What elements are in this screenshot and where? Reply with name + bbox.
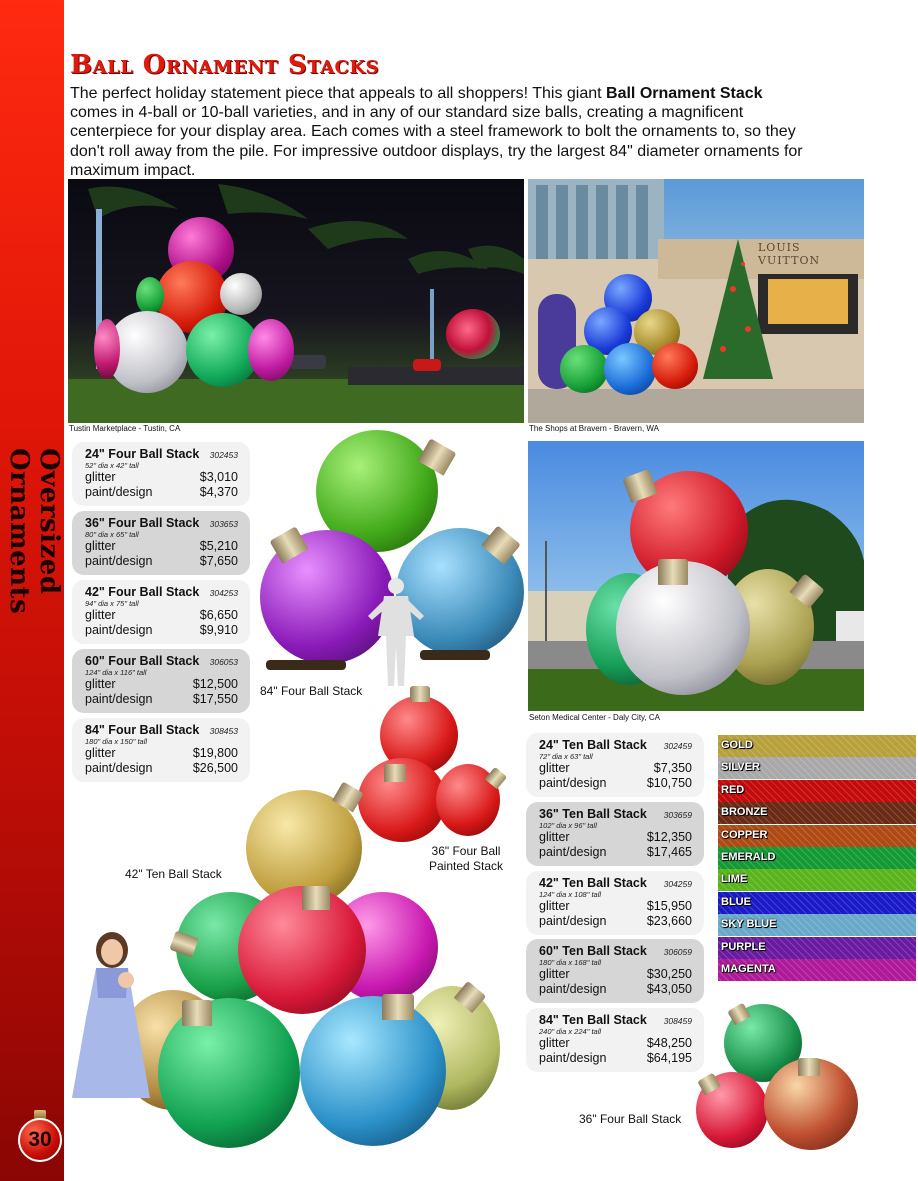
ornament-blue-front <box>604 343 656 395</box>
price-row-paint: paint/design $9,910 <box>85 623 238 637</box>
card-dims: 102" dia x 96" tall <box>539 821 597 830</box>
ornament-cap <box>382 994 414 1020</box>
card-sku: 306053 <box>209 657 238 667</box>
color-swatch-magenta: MAGENTA <box>718 959 916 981</box>
card-dims: 240" dia x 224" tall <box>539 1027 602 1036</box>
four-ball-36-card <box>72 511 250 575</box>
price-row-glitter: glitter $48,250 <box>539 1036 692 1050</box>
color-swatch-red: RED <box>718 780 916 802</box>
ornament-red <box>652 343 698 389</box>
color-swatch-emerald: EMERALD <box>718 847 916 869</box>
intro-bold: Ball Ornament Stack <box>606 85 763 102</box>
card-sku: 303653 <box>209 519 238 529</box>
card-title: 60" Ten Ball Stack <box>539 944 647 958</box>
ornament-cap <box>658 559 688 585</box>
person-silhouette-icon <box>366 576 426 688</box>
ten-ball-24-card <box>526 733 704 797</box>
ornament-cap <box>798 1058 820 1076</box>
card-dims: 180" dia x 168" tall <box>539 958 602 967</box>
color-swatch-bronze: BRONZE <box>718 802 916 824</box>
bravern-store-sign: LOUIS VUITTON <box>758 241 821 267</box>
ornament-magenta-right <box>248 319 294 381</box>
girl-model-figure-icon <box>66 928 156 1103</box>
color-swatch-sky-blue: SKY BLUE <box>718 914 916 936</box>
card-title: 84" Ten Ball Stack <box>539 1013 647 1027</box>
ornament-sky-blue-bottom <box>300 996 446 1146</box>
intro-paragraph: The perfect holiday statement piece that appeals to all shoppers! This giant Ball Ornament Stack comes in 4-ball or 10-ball varieties, and in any of our standard size balls, creating a magnificent centerpiece for your display area. Each comes with a steel framework to bolt the ornaments to, so they don't roll away from the pile. For impressive outdoor displays, try the largest 84" diameter ornaments for maximum impact. <box>70 85 803 179</box>
card-title: 24" Ten Ball Stack <box>539 738 647 752</box>
ten-ball-42-card <box>526 871 704 935</box>
price-row-paint: paint/design $10,750 <box>539 776 692 790</box>
card-sku: 308459 <box>663 1016 692 1026</box>
base-left <box>266 660 346 670</box>
card-sku: 306059 <box>663 947 692 957</box>
price-row-paint: paint/design $17,550 <box>85 692 238 706</box>
four-ball-84-label: 84" Four Ball Stack <box>260 684 363 698</box>
four-ball-24-card <box>72 442 250 506</box>
ornament-cap <box>302 886 330 910</box>
price-row-glitter: glitter $5,210 <box>85 539 238 553</box>
card-sku: 302459 <box>663 741 692 751</box>
card-title: 84" Four Ball Stack <box>85 723 200 737</box>
base-right <box>420 650 490 660</box>
color-swatch-purple: PURPLE <box>718 937 916 959</box>
price-row-glitter: glitter $7,350 <box>539 761 692 775</box>
price-row-glitter: glitter $30,250 <box>539 967 692 981</box>
ornament-pink-left <box>94 319 120 379</box>
price-row-glitter: glitter $12,500 <box>85 677 238 691</box>
price-row-paint: paint/design $23,660 <box>539 914 692 928</box>
price-row-glitter: glitter $12,350 <box>539 830 692 844</box>
price-row-paint: paint/design $17,465 <box>539 845 692 859</box>
ornament-cap <box>410 686 430 702</box>
four-ball-84-image <box>256 428 528 678</box>
ornament-green-small <box>136 277 164 315</box>
color-swatch-blue: BLUE <box>718 892 916 914</box>
color-swatch-copper: COPPER <box>718 825 916 847</box>
price-row-glitter: glitter $15,950 <box>539 899 692 913</box>
four-ball-84-card <box>72 718 250 782</box>
page-title: Ball Ornament Stacks <box>70 50 379 80</box>
color-swatch-silver: SILVER <box>718 757 916 779</box>
card-title: 60" Four Ball Stack <box>85 654 200 668</box>
ornament-silver <box>220 273 262 315</box>
ornament-emerald-bottom <box>158 998 300 1148</box>
page-number-badge: 30 <box>18 1118 62 1162</box>
price-row-paint: paint/design $43,050 <box>539 982 692 996</box>
card-title: 36" Ten Ball Stack <box>539 807 647 821</box>
ten-ball-60-card <box>526 939 704 1003</box>
four-ball-42-card <box>72 580 250 644</box>
card-sku: 302453 <box>209 450 238 460</box>
card-dims: 124" dia x 108" tall <box>539 890 602 899</box>
tustin-caption: Tustin Marketplace - Tustin, CA <box>69 424 181 433</box>
card-dims: 80" dia x 65" tall <box>85 530 139 539</box>
price-row-paint: paint/design $4,370 <box>85 485 238 499</box>
seton-caption: Seton Medical Center - Daly City, CA <box>529 713 661 722</box>
seton-photo <box>528 441 864 711</box>
card-dims: 94" dia x 75" tall <box>85 599 139 608</box>
ten-ball-42-image <box>66 780 506 1150</box>
color-swatch-lime: LIME <box>718 869 916 891</box>
card-sku: 308453 <box>209 726 238 736</box>
card-sku: 303659 <box>663 810 692 820</box>
card-sku: 304253 <box>209 588 238 598</box>
card-dims: 52" dia x 42" tall <box>85 461 139 470</box>
price-row-paint: paint/design $26,500 <box>85 761 238 775</box>
four-ball-36-label: 36" Four Ball Stack <box>579 1112 682 1126</box>
card-title: 42" Ten Ball Stack <box>539 876 647 890</box>
four-ball-36-painted-label: 36" Four Ball Painted Stack <box>428 844 504 873</box>
sidebar-vertical-title: Oversized Ornaments <box>4 448 64 615</box>
ornament-distant-stack <box>446 309 500 359</box>
card-title: 24" Four Ball Stack <box>85 447 200 461</box>
price-row-paint: paint/design $64,195 <box>539 1051 692 1065</box>
card-title: 42" Four Ball Stack <box>85 585 200 599</box>
color-swatch-gold: GOLD <box>718 735 916 757</box>
price-row-glitter: glitter $3,010 <box>85 470 238 484</box>
price-row-paint: paint/design $7,650 <box>85 554 238 568</box>
ten-ball-36-card <box>526 802 704 866</box>
ten-ball-42-label: 42" Ten Ball Stack <box>125 867 222 881</box>
price-row-glitter: glitter $6,650 <box>85 608 238 622</box>
four-ball-60-card <box>72 649 250 713</box>
card-dims: 124" dia x 116" tall <box>85 668 147 677</box>
card-title: 36" Four Ball Stack <box>85 516 200 530</box>
ornament-cap <box>182 1000 212 1026</box>
card-sku: 304259 <box>663 879 692 889</box>
ten-ball-84-card <box>526 1008 704 1072</box>
card-dims: 180" dia x 150" tall <box>85 737 148 746</box>
bravern-caption: The Shops at Bravern - Bravern, WA <box>529 424 659 433</box>
sidebar <box>0 0 64 1181</box>
four-ball-36-image <box>690 996 860 1152</box>
tustin-photo <box>68 179 524 423</box>
price-row-glitter: glitter $19,800 <box>85 746 238 760</box>
bravern-photo <box>528 179 864 423</box>
card-dims: 72" dia x 63" tall <box>539 752 593 761</box>
ornament-green <box>560 345 608 393</box>
